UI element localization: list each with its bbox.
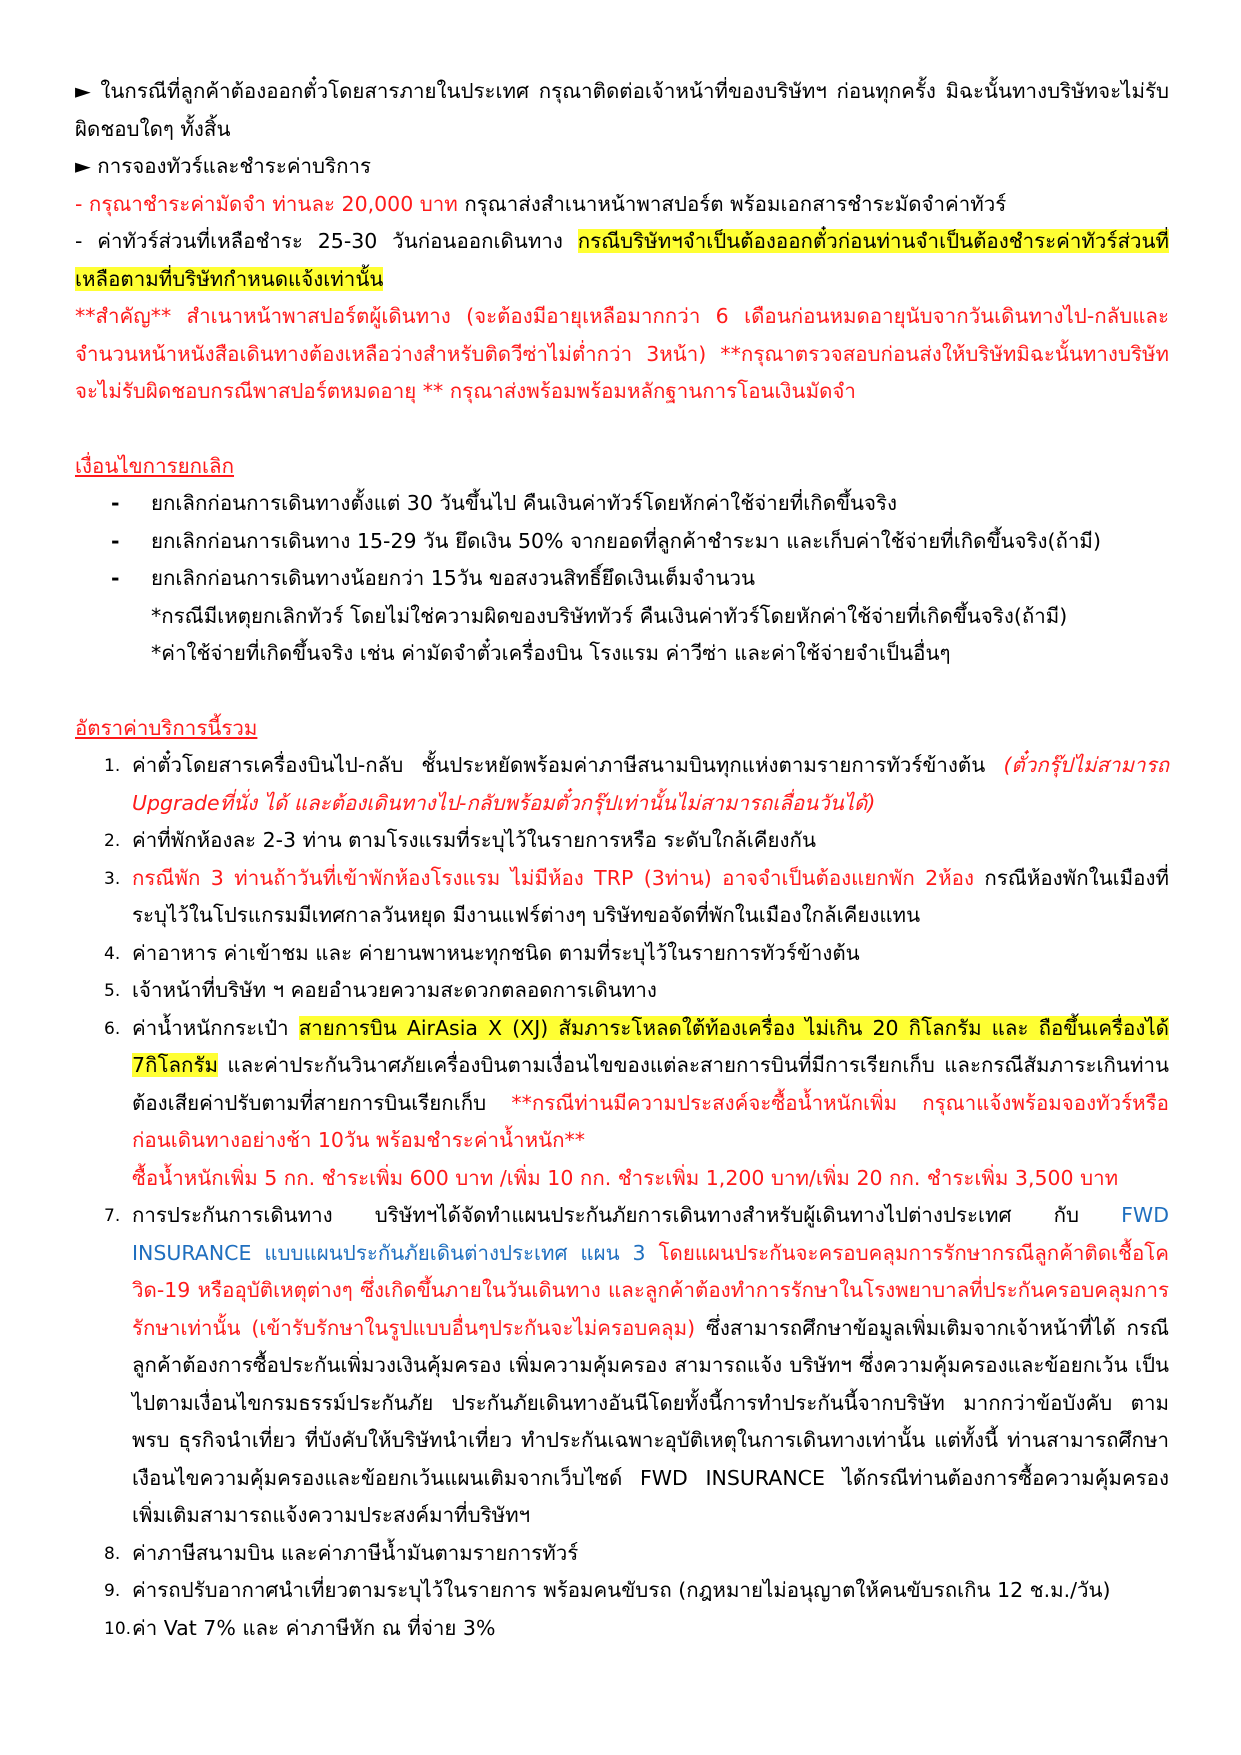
dash-bullet-icon: - [111, 491, 120, 515]
item-number: 6. [104, 1018, 121, 1039]
cancellation-note: *กรณีมีเหตุยกเลิกทัวร์ โดยไม่ใช่ความผิดของบริษัททัวร์ คืนเงินค่าทัวร์โดยหักค่าใช้จ่ายที่เกิดขึ้นจริง(ถ้ามี) [151, 603, 1068, 628]
balance-highlight: กรณีบริษัทฯจำเป็นต้องออกตั๋วก่อนท่านจำเป็นต้องชำระค่าทัวร์ส่วนที่เหลือตามที่บริษัทกำหนดแจ้งเท่านั้น [75, 229, 1169, 291]
deposit-line: - กรุณาชำระค่ามัดจำ ท่านละ 20,000 บาท กรุณาส่งสำเนาหน้าพาสปอร์ต พร้อมเอกสารชำระมัดจำค่าทัวร์ [75, 191, 1007, 216]
list-item: - ยกเลิกก่อนการเดินทาง 15-29 วัน ยึดเงิน 50% จากยอดที่ลูกค้าชำระมา และเก็บค่าใช้จ่ายที่เกิดขึ้นจริง(ถ้ามี) [75, 523, 1169, 561]
list-item: 3. กรณีพัก 3 ท่านถ้าวันที่เข้าพักห้องโรงแรม ไม่มีห้อง TRP (3ท่าน) อาจจำเป็นต้องแยกพัก 2ห้อง กรณีห้องพักในเมืองที่ระบุไว้ในโปรแกรมมีเทศกาลวันหยุด มีงานแฟร์ต่างๆ บริษัทขอจัดที่พักในเมืองใกล้เคียงแทน [75, 860, 1169, 935]
intro-bullet-domestic-ticket: ► ในกรณีที่ลูกค้าต้องออกตั๋วโดยสารภายในประเทศ กรุณาติดต่อเจ้าหน้าที่ของบริษัทฯ ก่อนทุกครั้ง มิฉะนั้นทางบริษัทจะไม่รับผิดชอบใดๆ ทั้งสิ้น [75, 79, 1169, 141]
list-item: 10. ค่า Vat 7% และ ค่าภาษีหัก ณ ที่จ่าย 3% [75, 1610, 1169, 1648]
list-item: 1. ค่าตั๋วโดยสารเครื่องบินไป-กลับ ชั้นประหยัดพร้อมค่าภาษีสนามบินทุกแห่งตามรายการทัวร์ข้างต้น (ตั๋วกรุ๊ปไม่สามารถ Upgradeที่นั่ง ได้ และต้องเดินทางไป-กลับพร้อมตั๋วกรุ๊ปเท่านั้นไม่สามารถเลื่อนวันได้) [75, 747, 1169, 822]
document-body [75, 73, 1169, 1647]
item-number: 7. [104, 1206, 121, 1226]
included-title: อัตราค่าบริการนี้รวม [75, 715, 258, 740]
list-item: 7. การประกันการเดินทาง บริษัทฯได้จัดทำแผนประกันภัยการเดินทางสำหรับผู้เดินทางไปต่างประเทศ กับ FWD INSURANCE แบบแผนประกันภัยเดินต่างประเทศ แผน 3 โดยแผนประกันจะครอบคลุมการรักษากรณีลูกค้าติดเชื้อโควิด-19 หรืออุบัติเหตุต่างๆ ซึ่งเกิดขึ้นภายในวันเดินทาง และลูกค้าต้องทำการรักษาในโรงพยาบาลที่ประกันครอบคลุมการรักษาเท่านั้น (เข้ารับรักษาในรูปแบบอื่นๆประกันจะไม่ครอบคลุม) ซึ่งสามารถศึกษาข้อมูลเพิ่มเติมจากเจ้าหน้าที่ได้ กรณีลูกค้าต้องการซื้อประกันเพิ่มวงเงินคุ้มครอง เพิ่มความคุ้มครอง สามารถแจ้ง บริษัทฯ ซึ่งความคุ้มครองและข้อยกเว้น เป็นไปตามเงื่อนไขกรมธรรม์ประกันภัย ประกันภัยเดินทางอันนีโดยทั้งนี้การทำประกันนี้จากบริษัท มากกว่าข้อบังคับ ตาม พรบ ธุรกิจนำเที่ยว ที่บังคับให้บริษัทนำเที่ยว ทำประกันเฉพาะอุบัติเหตุในการเดินทางเท่านั้น แต่ทั้งนี้ ท่านสามารถศึกษาเงือนไขความคุ้มครองและข้อยกเว้นแผนเติมจากเว็บไซด์ FWD INSURANCE ได้กรณีท่านต้องการซื้อความคุ้มครองเพิ่มเติมสามารถแจ้งความประสงค์มาที่บริษัทฯ [75, 1197, 1169, 1535]
list-item: 6. ค่าน้ำหนักกระเป๋า สายการบิน AirAsia X (XJ) สัมภาระโหลดใต้ท้องเครื่อง ไม่เกิน 20 กิโลกรัม และ ถือขึ้นเครื่องได้ 7กิโลกรัม และค่าประกันวินาศภัยเครื่องบินตามเงื่อนไขของแต่ละสายการบินที่มีการเรียกเก็บ และกรณีสัมภาระเกินท่านต้องเสียค่าปรับตามที่สายการบินเรียกเก็บ **กรณีท่านมีความประสงค์จะซื้อน้ำหนักเพิ่ม กรุณาแจ้งพร้อมจองทัวร์หรือก่อนเดินทางอย่างช้า 10วัน พร้อมชำระค่าน้ำหนัก** ซื้อน้ำหนักเพิ่ม 5 กก. ชำระเพิ่ม 600 บาท /เพิ่ม 10 กก. ชำระเพิ่ม 1,200 บาท/เพิ่ม 20 กก. ชำระเพิ่ม 3,500 บาท [75, 1010, 1169, 1198]
balance-line: - ค่าทัวร์ส่วนที่เหลือชำระ 25-30 วันก่อนออกเดินทาง กรณีบริษัทฯจำเป็นต้องออกตั๋วก่อนท่านจำเป็นต้องชำระค่าทัวร์ส่วนที่เหลือตามที่บริษัทกำหนดแจ้งเท่านั้น [75, 229, 1169, 291]
item-number: 1. [104, 756, 121, 776]
triangle-bullet-icon: ► [75, 154, 91, 178]
included-list [75, 747, 1169, 1647]
item-number: 5. [104, 981, 121, 1001]
triangle-bullet-icon: ► [75, 79, 91, 103]
list-item: - ยกเลิกก่อนการเดินทางน้อยกว่า 15วัน ขอสงวนสิทธิ์ยึดเงินเต็มจำนวน [75, 560, 1169, 598]
list-item: 9. ค่ารถปรับอากาศนำเที่ยวตามระบุไว้ในรายการ พร้อมคนขับรถ (กฎหมายไม่อนุญาตให้คนขับรถเกิน 12 ช.ม./วัน) [75, 1572, 1169, 1610]
list-item: 2. ค่าที่พักห้องละ 2-3 ท่าน ตามโรงแรมที่ระบุไว้ในรายการหรือ ระดับใกล้เคียงกัน [75, 822, 1169, 860]
insurance-plan-name: FWD INSURANCE แบบแผนประกันภัยเดินต่างประเทศ แผน 3 [132, 1203, 1169, 1265]
cancellation-note: *ค่าใช้จ่ายที่เกิดขึ้นจริง เช่น ค่ามัดจำตั๋วเครื่องบิน โรงแรม ค่าวีซ่า และค่าใช้จ่ายจำเป็นอื่นๆ [151, 641, 951, 665]
item-number: 3. [104, 868, 121, 889]
list-item: 4. ค่าอาหาร ค่าเข้าชม และ ค่ายานพาหนะทุกชนิด ตามที่ระบุไว้ในรายการทัวร์ข้างต้น [75, 935, 1169, 973]
cancellation-title: เงื่อนไขการยกเลิก [75, 453, 235, 478]
list-item: 5. เจ้าหน้าที่บริษัท ฯ คอยอำนวยความสะดวกตลอดการเดินทาง [75, 972, 1169, 1010]
dash-bullet-icon: - [111, 528, 120, 553]
item-number: 8. [104, 1543, 121, 1564]
item-number: 2. [104, 831, 121, 851]
list-item: 8. ค่าภาษีสนามบิน และค่าภาษีน้ำมันตามรายการทัวร์ [75, 1535, 1169, 1573]
intro-bullet-booking: ► การจองทัวร์และชำระค่าบริการ [75, 154, 372, 178]
item-number: 10. [104, 1618, 132, 1639]
passport-important-note: **สำคัญ** สำเนาหน้าพาสปอร์ตผู้เดินทาง (จะต้องมีอายุเหลือมากกว่า 6 เดือนก่อนหมดอายุนับจากวันเดินทางไป-กลับและจำนวนหน้าหนังสือเดินทางต้องเหลือว่างสำหรับติดวีซ่าไม่ต่ำกว่า 3หน้า) **กรุณาตรวจสอบก่อนส่งให้บริษัทมิฉะนั้นทางบริษัทจะไม่รับผิดชอบกรณีพาสปอร์ตหมดอายุ ** กรุณาส่งพร้อมพร้อมหลักฐานการโอนเงินมัดจำ [75, 304, 1169, 403]
item-number: 4. [104, 943, 121, 964]
baggage-highlight: สายการบิน AirAsia X (XJ) สัมภาระโหลดใต้ท้องเครื่อง ไม่เกิน 20 กิโลกรัม และ ถือขึ้นเครื่องได้ 7กิโลกรัม [132, 1015, 1169, 1077]
list-item: - ยกเลิกก่อนการเดินทางตั้งแต่ 30 วันขึ้นไป คืนเงินค่าทัวร์โดยหักค่าใช้จ่ายที่เกิดขึ้นจริง [75, 485, 1169, 523]
dash-bullet-icon: - [111, 566, 120, 590]
item-number: 9. [104, 1581, 121, 1601]
cancellation-list [75, 485, 1169, 598]
extra-baggage-prices: ซื้อน้ำหนักเพิ่ม 5 กก. ชำระเพิ่ม 600 บาท /เพิ่ม 10 กก. ชำระเพิ่ม 1,200 บาท/เพิ่ม 20 กก. ชำระเพิ่ม 3,500 บาท [132, 1165, 1119, 1190]
